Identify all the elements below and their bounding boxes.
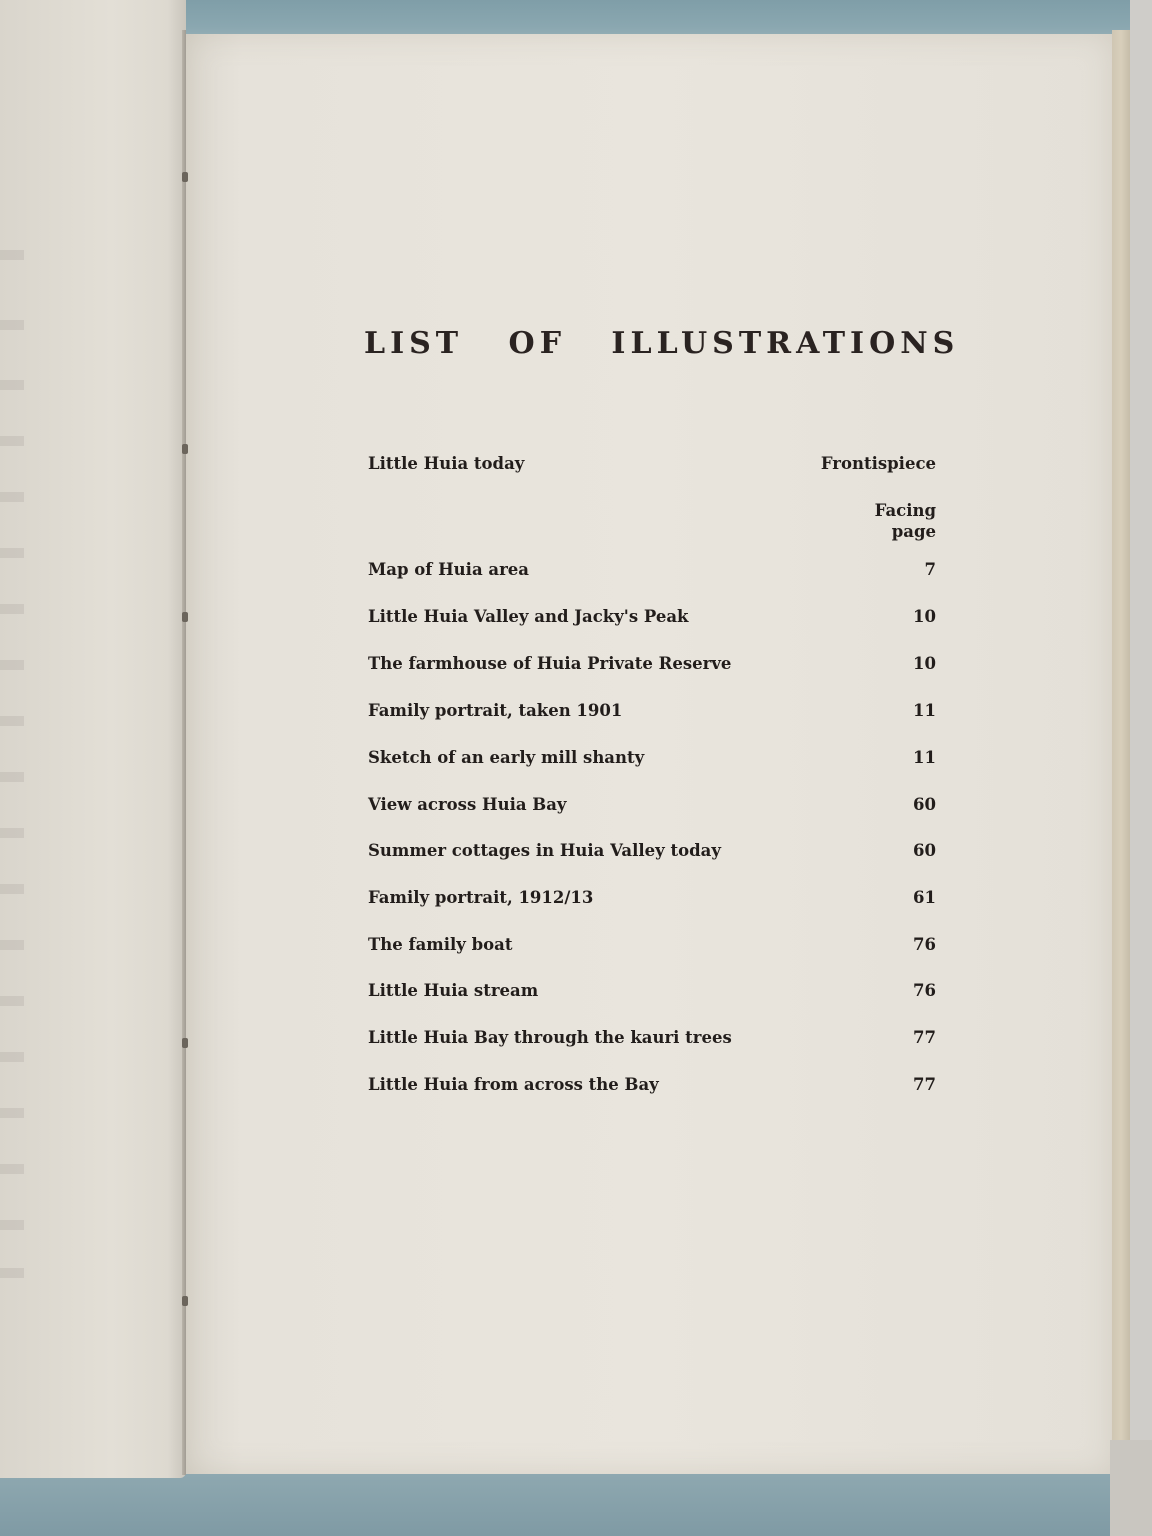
illustration-entry xyxy=(368,888,936,914)
binding-stitch xyxy=(182,612,188,622)
left-page-bleed-mark xyxy=(0,548,24,558)
left-page-bleed-mark xyxy=(0,1164,24,1174)
binding-stitch xyxy=(182,444,188,454)
binding-stitch xyxy=(182,1296,188,1306)
left-page-bleed-mark xyxy=(0,380,24,390)
illustration-page: 76 xyxy=(913,935,936,954)
page-title: LIST OF ILLUSTRATIONS xyxy=(364,326,960,361)
book-cover-bottom xyxy=(0,1470,1110,1536)
left-page-bleed-mark xyxy=(0,716,24,726)
left-page-bleed-mark xyxy=(0,320,24,330)
illustration-entry xyxy=(368,560,936,586)
facing-page-header xyxy=(820,500,936,542)
left-page-bleed-mark xyxy=(0,1052,24,1062)
page-block-edge xyxy=(1112,30,1130,1460)
frontispiece-entry xyxy=(368,454,936,480)
left-page-bleed-mark xyxy=(0,1220,24,1230)
illustration-entry xyxy=(368,701,936,727)
binding-stitch xyxy=(182,1038,188,1048)
illustration-page: 61 xyxy=(913,888,936,907)
left-page-bleed-mark xyxy=(0,996,24,1006)
illustration-page: 77 xyxy=(913,1028,936,1047)
left-page-bleed-mark xyxy=(0,660,24,670)
illustration-entry xyxy=(368,935,936,961)
illustration-entry xyxy=(368,607,936,633)
frontispiece-label: Frontispiece xyxy=(820,454,936,473)
illustration-caption: Little Huia Valley and Jacky's Peak xyxy=(368,607,689,626)
illustration-entry xyxy=(368,1075,936,1101)
illustration-caption: Little Huia from across the Bay xyxy=(368,1075,659,1094)
illustration-page: 60 xyxy=(913,795,936,814)
illustration-caption: Family portrait, taken 1901 xyxy=(368,701,623,720)
left-page-bleed-mark xyxy=(0,940,24,950)
left-page-bleed-mark xyxy=(0,828,24,838)
left-page-bleed-mark xyxy=(0,250,24,260)
illustration-page: 10 xyxy=(913,654,936,673)
illustration-caption: Little Huia Bay through the kauri trees xyxy=(368,1028,732,1047)
binding-stitch xyxy=(182,172,188,182)
left-page-bleed-mark xyxy=(0,1268,24,1278)
illustration-caption: View across Huia Bay xyxy=(368,795,567,814)
illustration-caption: Map of Huia area xyxy=(368,560,529,579)
frontispiece-caption: Little Huia today xyxy=(368,454,525,473)
left-page-bleed-mark xyxy=(0,436,24,446)
illustration-caption: Little Huia stream xyxy=(368,981,539,1000)
left-page xyxy=(0,0,186,1478)
illustration-entry xyxy=(368,1028,936,1054)
illustration-page: 11 xyxy=(913,701,936,720)
illustration-page: 60 xyxy=(913,841,936,860)
illustration-entry xyxy=(368,981,936,1007)
illustration-caption: The farmhouse of Huia Private Reserve xyxy=(368,654,732,673)
binding-gutter xyxy=(182,30,186,1475)
illustration-entry xyxy=(368,748,936,774)
table-surface xyxy=(1110,1440,1152,1536)
illustration-page: 11 xyxy=(913,748,936,767)
illustration-entry xyxy=(368,795,936,821)
left-page-bleed-mark xyxy=(0,884,24,894)
illustration-caption: Sketch of an early mill shanty xyxy=(368,748,645,767)
illustration-page: 7 xyxy=(924,560,936,579)
left-page-bleed-mark xyxy=(0,604,24,614)
illustration-page: 77 xyxy=(913,1075,936,1094)
illustration-page: 10 xyxy=(913,607,936,626)
left-page-bleed-mark xyxy=(0,492,24,502)
facing-label: Facing xyxy=(874,501,936,520)
illustration-caption: Family portrait, 1912/13 xyxy=(368,888,594,907)
illustration-caption: The family boat xyxy=(368,935,513,954)
illustration-entry xyxy=(368,841,936,867)
illustration-entry xyxy=(368,654,936,680)
illustration-caption: Summer cottages in Huia Valley today xyxy=(368,841,721,860)
left-page-bleed-mark xyxy=(0,772,24,782)
illustration-page: 76 xyxy=(913,981,936,1000)
page-label: page xyxy=(891,522,936,541)
left-page-bleed-mark xyxy=(0,1108,24,1118)
